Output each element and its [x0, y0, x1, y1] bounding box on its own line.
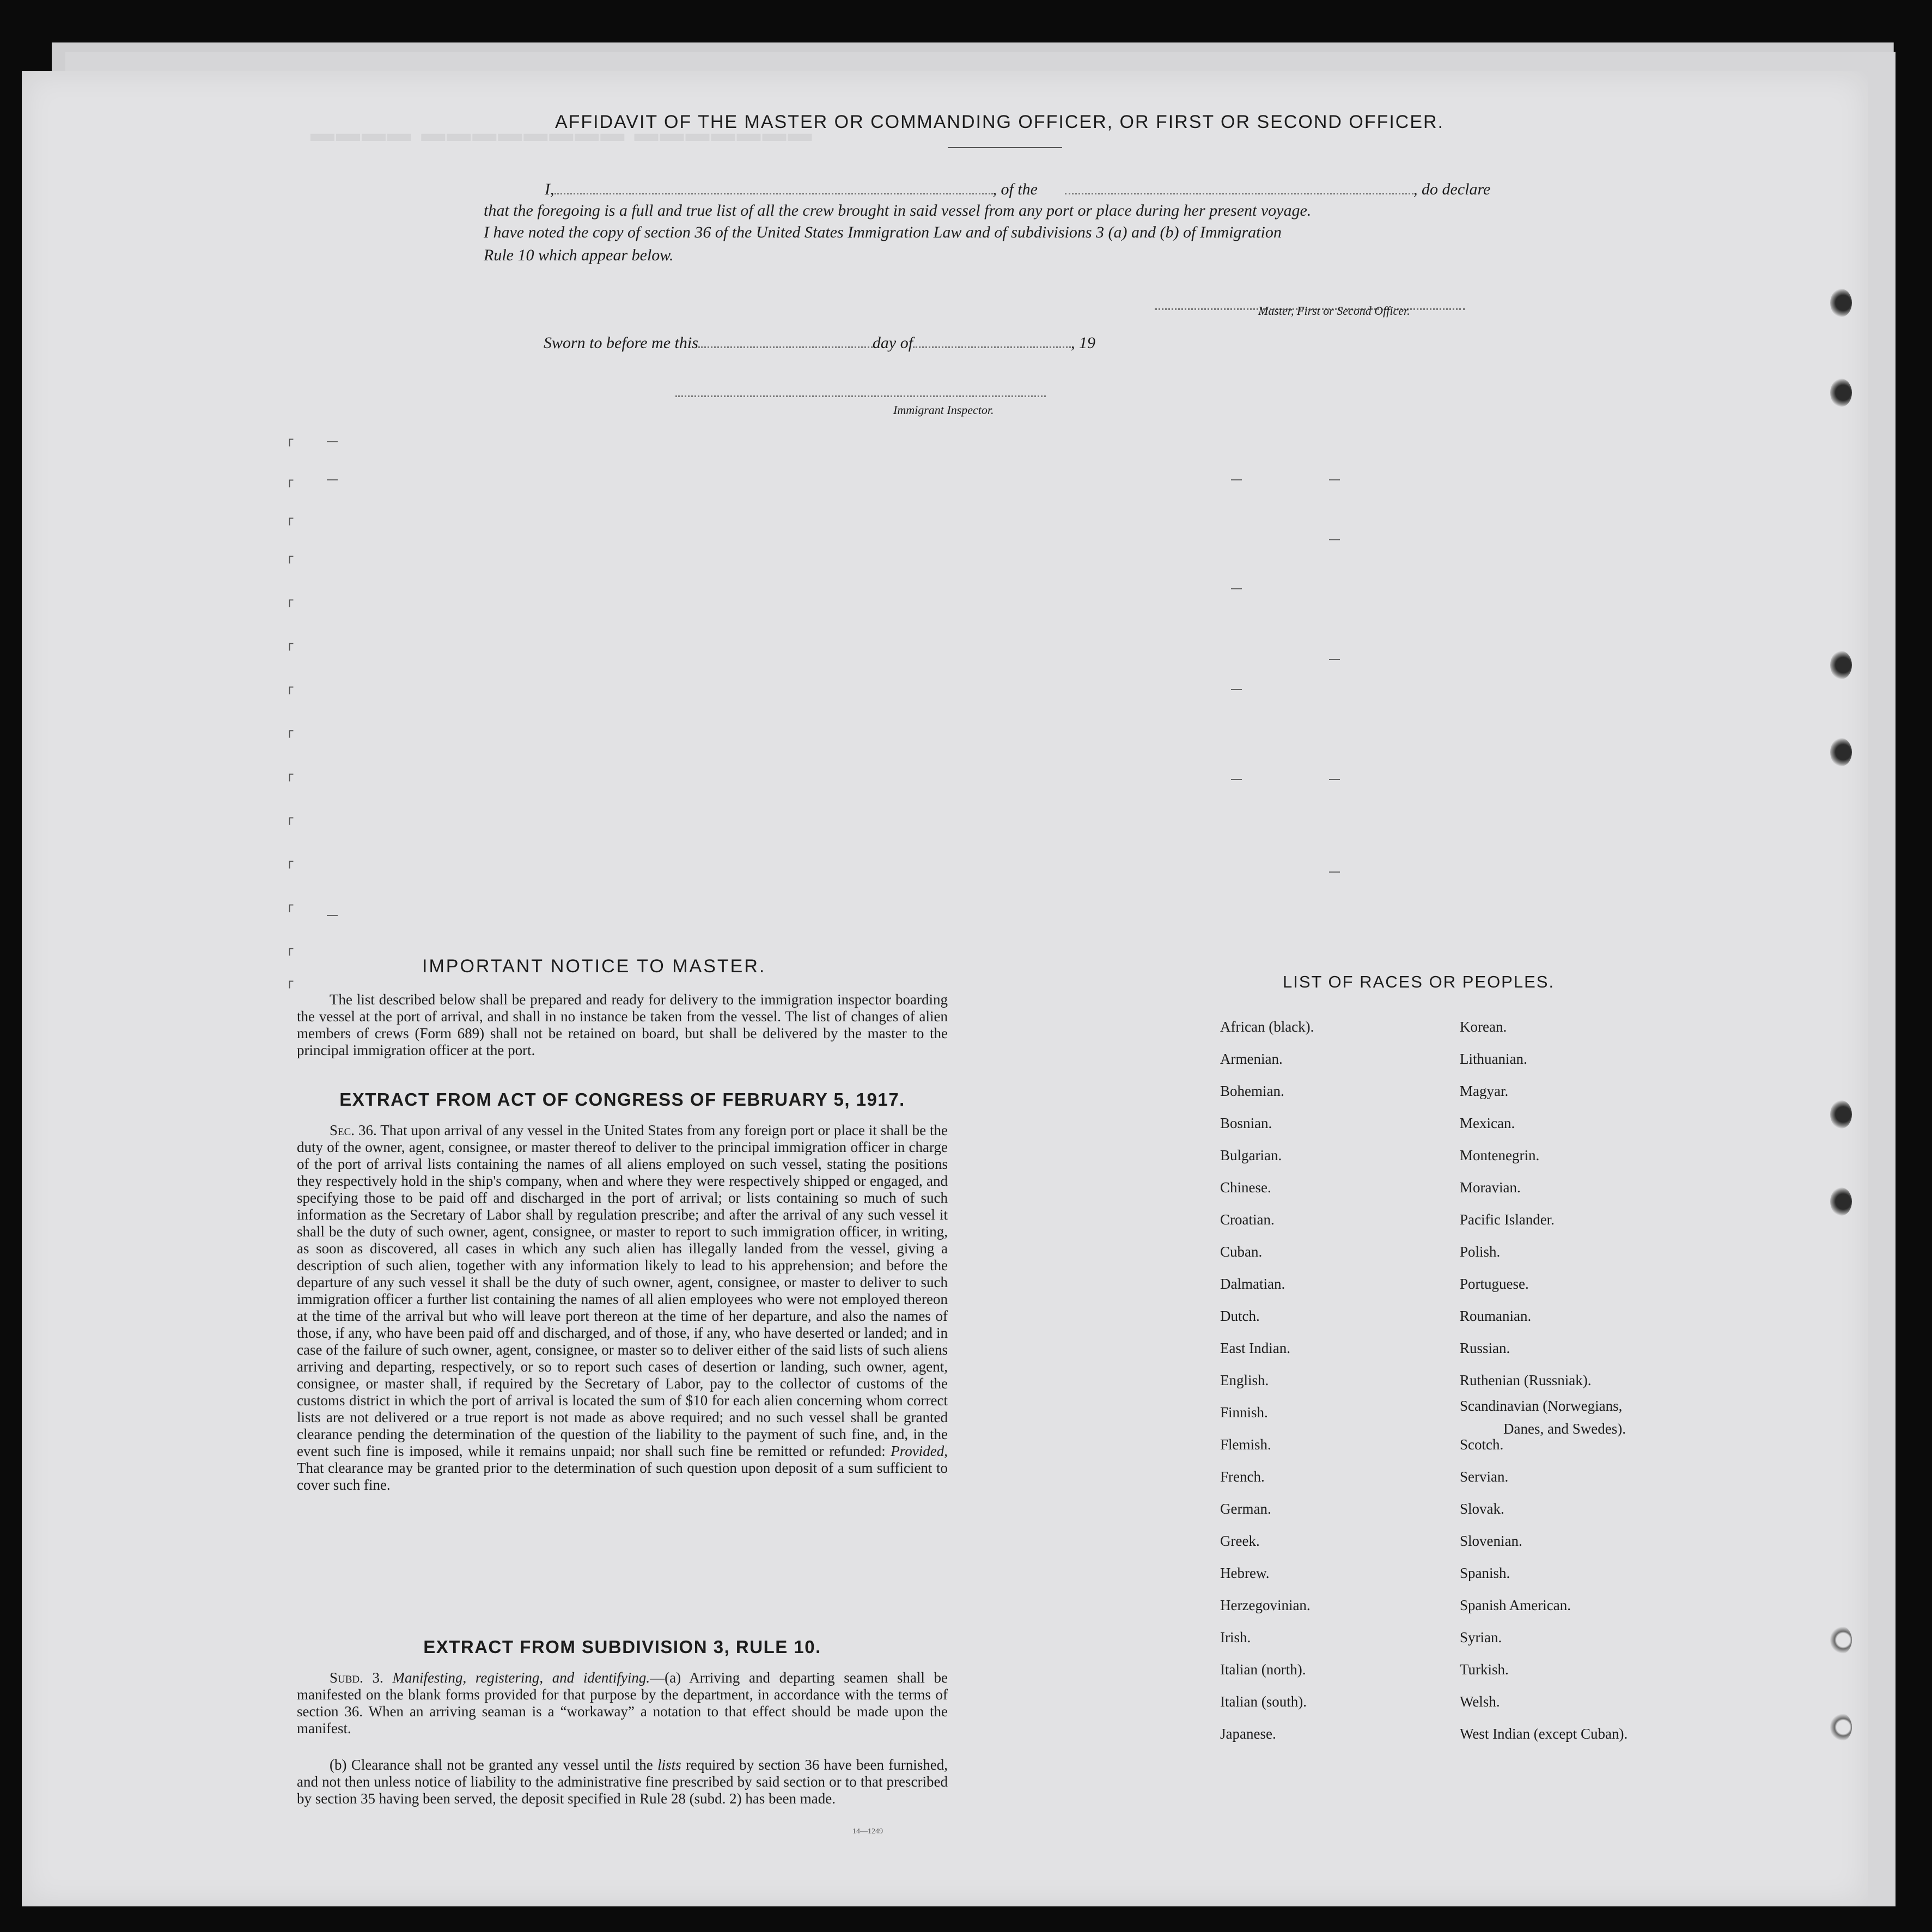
race-right-item: Spanish. [1460, 1565, 1510, 1581]
race-right-item: Turkish. [1460, 1661, 1509, 1678]
sworn-text: Sworn to before me this [544, 334, 698, 352]
sworn-day-of: day of [872, 334, 913, 352]
binder-hole [1830, 1187, 1852, 1216]
declaration-of-the: , of the [992, 180, 1038, 198]
race-left-item: English. [1220, 1372, 1269, 1388]
race-left-item: Bulgarian. [1220, 1147, 1282, 1163]
race-left-item: Herzegovinian. [1220, 1597, 1311, 1613]
race-left-item: Japanese. [1220, 1726, 1276, 1742]
section-body-end: That clearance may be granted prior to the determination of such question upon deposit of a sum sufficient to cover such fine. [297, 1460, 948, 1493]
column-dash [1231, 689, 1242, 690]
race-right-item: Ruthenian (Russniak). [1460, 1372, 1592, 1388]
column-dash [1231, 779, 1242, 780]
column-dash [1231, 479, 1242, 480]
race-left-item: Bosnian. [1220, 1115, 1272, 1131]
declaration-i: I, [545, 180, 554, 198]
column-mark: ┌ [286, 942, 294, 956]
extract-rule-para-a [297, 1669, 948, 1737]
race-left-item: Irish. [1220, 1629, 1251, 1645]
vessel-blank [1065, 179, 1413, 194]
section-label: Sec. 36. [330, 1122, 377, 1138]
race-left-item: Dalmatian. [1220, 1276, 1285, 1292]
affidavit-title: AFFIDAVIT OF THE MASTER OR COMMANDING OFFICER, OR FIRST OR SECOND OFFICER. [554, 112, 1445, 132]
inspector-signature-blank [675, 381, 1046, 397]
race-right-item: Magyar. [1460, 1083, 1509, 1099]
document-page [22, 71, 1868, 1906]
section-body: That upon arrival of any vessel in the United States from any foreign port or place it shall be the duty of the owner, agent, consignee, or master thereof to deliver to the principal immigration officer in charge of the port of arrival lists containing the names of all aliens employed on such vessel, stating the positions they respectively hold in the ship's company, when and where they were respectively shipped or engaged, and specifying those to be paid off and discharged in the port of arrival; or lists containing so much of such information as the Secretary of Labor shall by regulation prescribe; and after the arrival of any such vessel it shall be the duty of such owner, agent, consignee, or master to report to such immigration officer, in writing, as soon as discovered, all cases in which any such alien has illegally landed from the vessel, giving a description of such alien, together with any information likely to lead to his apprehension; and before the departure of any such vessel it shall be the duty of such owner, agent, consignee, or master to deliver to such immigration officer a further list containing the names of all alien employees who were not employed thereon at the time of the arrival but who will leave port thereon at the time of her departure, and also the names of those, if any, who have been paid off and discharged, and of those, if any, who have deserted or landed; and in case of the failure of such owner, agent, consignee, or master so to deliver either of the said lists of such aliens arriving and departing, respectively, or so to report such cases of desertion or landing, such owner, agent, consignee, or master shall, if required by the Secretary of Labor, pay to the collector of customs of the customs district in which the port of arrival is located the sum of $10 for each alien concerning whom correct lists are not delivered or a true report is not made as above required; and no such vessel shall be granted clearance pending the determination of the question of the liability to the payment of such fine, and, in the event such fine is imposed, while it remains unpaid; nor shall such fine be remitted or refunded: [297, 1122, 948, 1459]
race-right-item: Welsh. [1460, 1693, 1500, 1710]
form-number: 14—1249 [852, 1827, 883, 1836]
sworn-day-blank [698, 332, 873, 348]
race-right-item: Servian. [1460, 1468, 1509, 1485]
race-left-item: Hebrew. [1220, 1565, 1270, 1581]
race-left-item: French. [1220, 1468, 1265, 1485]
master-signature-label: Master, First or Second Officer. [1258, 304, 1410, 318]
notice-body: The list described below shall be prepared and ready for delivery to the immigration inspector boarding the vessel at the port of arrival, and shall in no instance be taken from the vessel. The list of changes of alien members of crews (Form 689) shall not be retained on board, but shall be delivered by the master to the principal immigration officer at the port. [297, 991, 948, 1058]
race-left-item: Italian (north). [1220, 1661, 1306, 1678]
column-dash [1329, 871, 1340, 873]
race-right-item: Syrian. [1460, 1629, 1502, 1645]
binder-hole [1830, 1626, 1852, 1654]
race-right-item: Spanish American. [1460, 1597, 1571, 1613]
column-mark: ┌ [286, 550, 294, 564]
race-right-item: Slovenian. [1460, 1533, 1522, 1549]
binder-hole [1830, 379, 1852, 407]
binder-hole [1830, 1100, 1852, 1129]
extract-act-body [297, 1122, 948, 1494]
race-right-item: Russian. [1460, 1340, 1510, 1356]
race-left-item: Italian (south). [1220, 1693, 1307, 1710]
race-left-item: Dutch. [1220, 1308, 1260, 1324]
race-right-item: Portuguese. [1460, 1276, 1529, 1292]
race-right-item: Montenegrin. [1460, 1147, 1540, 1163]
subd-para-a: —(a) Arriving and departing seamen shall be manifested on the blank forms provided for that purpose by the department, in accordance with the terms of section 36. When an arriving seaman is a “workaway” a notation to that effect should be made upon the manifest. [297, 1669, 948, 1736]
inspector-label: Immigrant Inspector. [893, 403, 994, 417]
race-left-item: Flemish. [1220, 1436, 1271, 1453]
sworn-year: , 19 [1071, 334, 1096, 352]
sworn-line [544, 332, 1095, 352]
affidavit-line2: that the foregoing is a full and true list of all the crew brought in said vessel from any port or place during her present voyage. [484, 202, 1312, 220]
race-left-item: Croatian. [1220, 1211, 1275, 1228]
column-mark: ┌ [286, 724, 294, 738]
race-left-item: African (black). [1220, 1019, 1314, 1035]
column-dash [1329, 779, 1340, 780]
subd-heading: Manifesting, registering, and identifying. [392, 1669, 650, 1686]
column-mark: ┌ [286, 512, 294, 526]
column-dash [327, 915, 338, 916]
column-mark: ┌ [286, 474, 294, 487]
column-mark: ┌ [286, 855, 294, 869]
column-mark: ┌ [286, 433, 294, 447]
race-left-item: East Indian. [1220, 1340, 1290, 1356]
race-left-item: Greek. [1220, 1533, 1260, 1549]
race-right-item: West Indian (except Cuban). [1460, 1726, 1628, 1742]
extract-rule-title: EXTRACT FROM SUBDIVISION 3, RULE 10. [423, 1637, 821, 1657]
races-title: LIST OF RACES OR PEOPLES. [1283, 972, 1555, 991]
bleed-through-header: ▬▬▬▬ ▬▬▬▬▬▬▬▬ ▬▬▬▬▬▬▬ [310, 120, 814, 147]
sworn-month-blank [913, 332, 1071, 348]
race-right-item: Moravian. [1460, 1179, 1521, 1196]
column-mark: ┌ [286, 637, 294, 651]
binder-hole [1830, 1713, 1852, 1741]
notice-title: IMPORTANT NOTICE TO MASTER. [422, 956, 766, 977]
affidavit-line1 [545, 179, 1490, 199]
race-right-item: Mexican. [1460, 1115, 1515, 1131]
column-dash [1329, 539, 1340, 540]
race-right-item: Slovak. [1460, 1501, 1504, 1517]
subd-para-b-lists: lists [657, 1757, 681, 1773]
column-dash [1231, 588, 1242, 589]
race-right-item: Polish. [1460, 1244, 1501, 1260]
race-left-item: Bohemian. [1220, 1083, 1284, 1099]
name-blank [554, 179, 993, 194]
race-left-item: Cuban. [1220, 1244, 1263, 1260]
binder-hole [1830, 289, 1852, 317]
race-scandinavian-line2: Danes, and Swedes). [1503, 1421, 1626, 1437]
subd-para-b-prefix: (b) Clearance shall not be granted any vessel until the [330, 1757, 653, 1773]
column-mark: ┌ [286, 812, 294, 825]
subd-para-b-rest: required by section 36 have been furnished, and not then unless notice of liability to the administrative fine prescribed by said section or to that prescribed by section 35 having been served, the deposit specified in Rule 28 (subd. 2) has been made. [297, 1757, 948, 1807]
extract-rule-para-b [297, 1757, 948, 1807]
race-left-item: Chinese. [1220, 1179, 1271, 1196]
race-left-item: Armenian. [1220, 1051, 1283, 1067]
race-right-item: Scotch. [1460, 1436, 1504, 1453]
affidavit-line4: Rule 10 which appear below. [484, 246, 674, 264]
race-right-item: Scandinavian (Norwegians, [1460, 1398, 1623, 1414]
title-underline [948, 147, 1062, 148]
race-right-item: Lithuanian. [1460, 1051, 1527, 1067]
binder-hole [1830, 738, 1852, 766]
binder-hole [1830, 651, 1852, 679]
race-right-item: Korean. [1460, 1019, 1507, 1035]
extract-act-title: EXTRACT FROM ACT OF CONGRESS OF FEBRUARY 5, 1917. [339, 1089, 905, 1110]
column-dash [1329, 659, 1340, 660]
race-left-item: Finnish. [1220, 1404, 1268, 1421]
subd-label: Subd. 3. [330, 1669, 383, 1686]
race-left-item: German. [1220, 1501, 1271, 1517]
column-dash [327, 479, 338, 480]
race-right-item: Pacific Islander. [1460, 1211, 1555, 1228]
provided-word: Provided, [891, 1443, 948, 1459]
column-mark: ┌ [286, 768, 294, 782]
column-mark: ┌ [286, 899, 294, 912]
race-right-item: Roumanian. [1460, 1308, 1532, 1324]
column-mark: ┌ [286, 681, 294, 694]
column-dash [1329, 479, 1340, 480]
column-mark: ┌ [286, 594, 294, 607]
declaration-do-declare: , do declare [1413, 180, 1491, 198]
column-mark: ┌ [286, 975, 294, 989]
column-dash [327, 441, 338, 442]
affidavit-line3: I have noted the copy of section 36 of the United States Immigration Law and of subdivisions 3 (a) and (b) of Immigration [484, 223, 1282, 241]
